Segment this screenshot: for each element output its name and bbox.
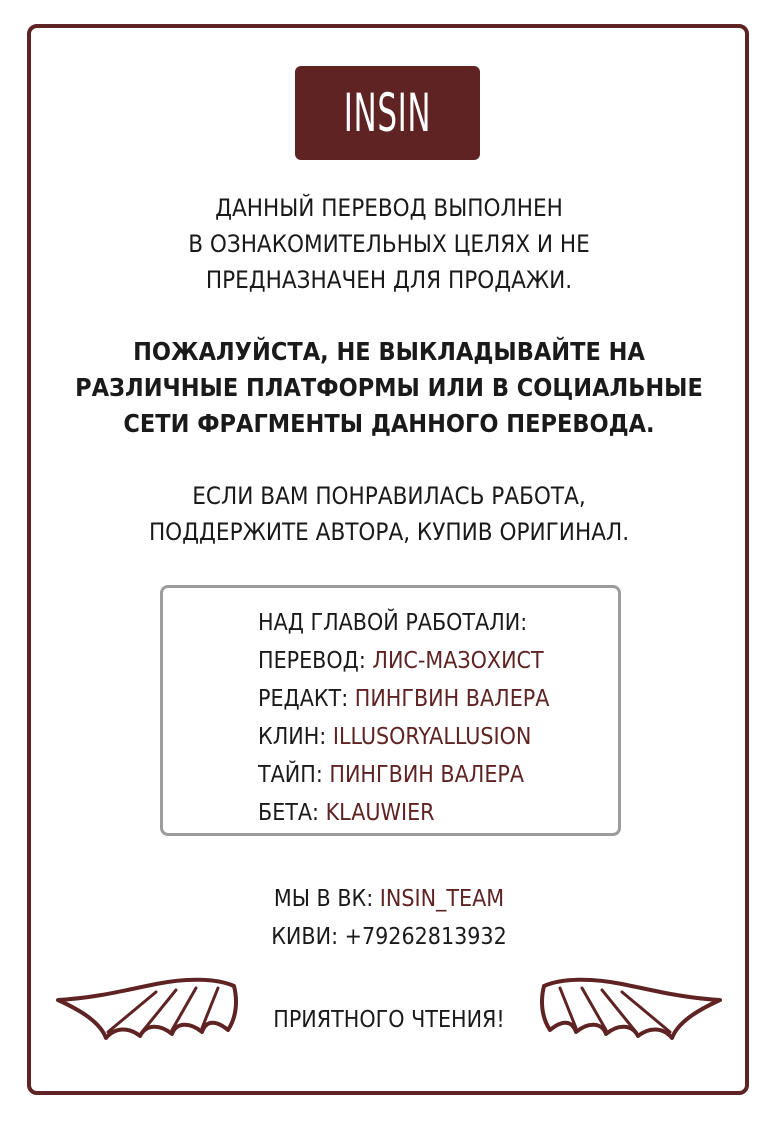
vk-label: МЫ В ВК: <box>273 886 374 912</box>
logo-text: INSIN <box>343 82 432 144</box>
credits-box <box>160 585 621 836</box>
credit-value: ПИНГВИН ВАЛЕРА <box>354 686 550 712</box>
notice-line: В ОЗНАКОМИТЕЛЬНЫХ ЦЕЛЯХ И НЕ <box>188 230 590 258</box>
support-line: ЕСЛИ ВАМ ПОНРАВИЛАСЬ РАБОТА, <box>192 482 586 510</box>
credit-label: КЛИН: <box>258 724 327 750</box>
qiwi-label: КИВИ: <box>271 924 339 950</box>
insin-logo <box>295 66 480 160</box>
credit-label: БЕТА: <box>258 800 320 826</box>
credit-value: ПИНГВИН ВАЛЕРА <box>329 762 525 788</box>
vk-row <box>0 880 778 918</box>
credit-editor <box>258 680 549 718</box>
warning-line: ПОЖАЛУЙСТА, НЕ ВЫКЛАДЫВАЙТЕ НА <box>133 337 645 366</box>
credit-label: РЕДАКТ: <box>258 686 349 712</box>
warning-text <box>0 334 778 442</box>
credit-translator <box>258 642 549 680</box>
qiwi-number: +79262813932 <box>344 924 507 950</box>
credit-value: ЛИС-МАЗОХИСТ <box>372 648 544 674</box>
credit-value: ILLUSORYALLUSION <box>332 724 532 750</box>
warning-line: СЕТИ ФРАГМЕНТЫ ДАННОГО ПЕРЕВОДА. <box>123 409 655 438</box>
credit-typesetter <box>258 756 549 794</box>
credit-label: ТАЙП: <box>258 762 323 788</box>
credit-label: ПЕРЕВОД: <box>258 648 366 674</box>
closing-text: ПРИЯТНОГО ЧТЕНИЯ! <box>273 1007 505 1033</box>
credits-heading: НАД ГЛАВОЙ РАБОТАЛИ: <box>258 610 528 636</box>
credit-value: KLAUWIER <box>325 800 435 826</box>
warning-line: РАЗЛИЧНЫЕ ПЛАТФОРМЫ ИЛИ В СОЦИАЛЬНЫЕ <box>75 373 703 402</box>
support-text <box>0 478 778 550</box>
notice-text <box>0 190 778 298</box>
credit-cleaner <box>258 718 549 756</box>
support-line: ПОДДЕРЖИТЕ АВТОРА, КУПИВ ОРИГИНАЛ. <box>148 518 630 546</box>
notice-line: ПРЕДНАЗНАЧЕН ДЛЯ ПРОДАЖИ. <box>205 266 573 294</box>
notice-line: ДАННЫЙ ПЕРЕВОД ВЫПОЛНЕН <box>215 194 563 222</box>
vk-link[interactable]: INSIN_TEAM <box>379 886 505 912</box>
qiwi-row <box>0 918 778 956</box>
credit-beta <box>258 794 549 832</box>
contacts <box>0 880 778 956</box>
